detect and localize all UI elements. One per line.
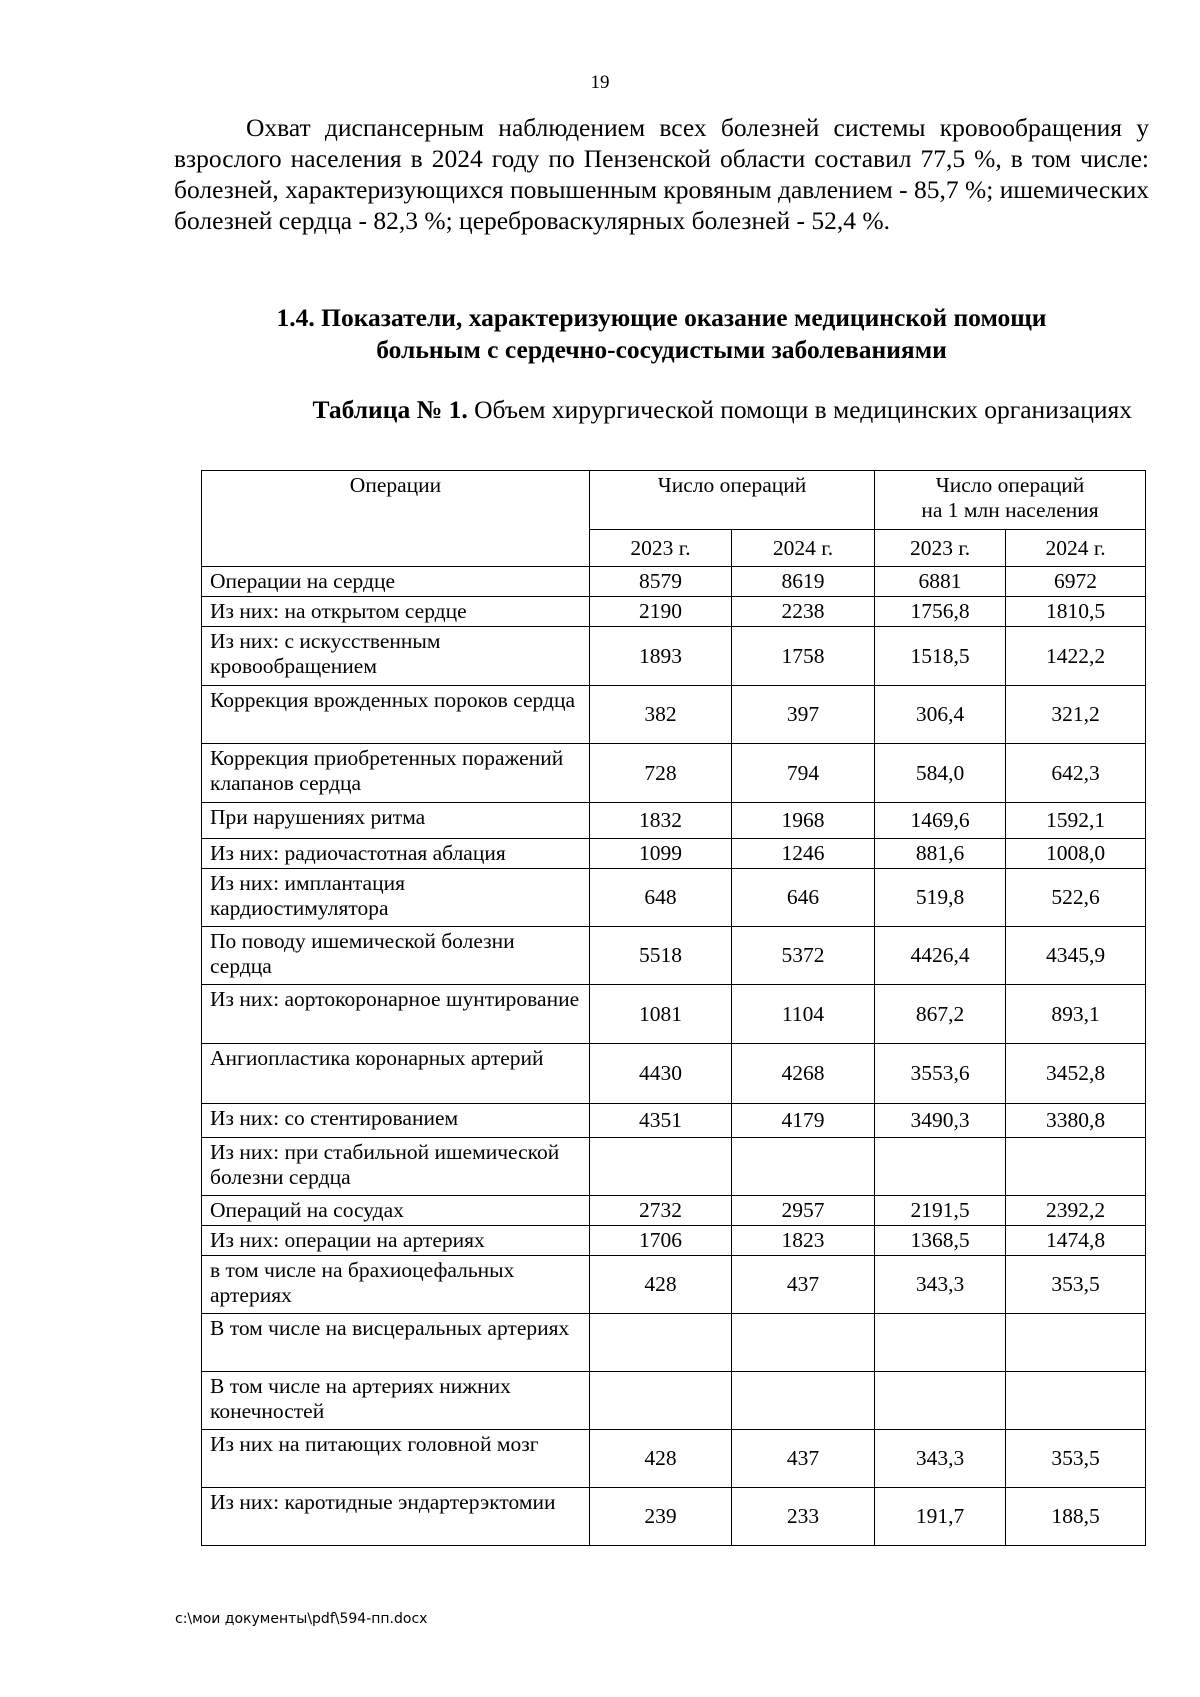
table-row: [202, 1138, 1146, 1196]
value-cell: 1758: [732, 627, 875, 686]
value-cell: 1518,5: [875, 627, 1006, 686]
table-caption: [174, 395, 1132, 425]
value-cell: 4430: [590, 1044, 732, 1104]
value-cell: 343,3: [875, 1256, 1006, 1314]
value-cell: 428: [590, 1430, 732, 1488]
value-cell: 1893: [590, 627, 732, 686]
value-cell: 1368,5: [875, 1226, 1006, 1256]
value-cell: 321,2: [1006, 686, 1146, 744]
operation-name: Из них: с искусственным кровообращением: [202, 627, 590, 686]
value-cell: [1006, 1314, 1146, 1372]
operation-name: Коррекция врожденных пороков сердца: [202, 686, 590, 744]
table-row: [202, 1104, 1146, 1138]
value-cell: 794: [732, 744, 875, 803]
table-row: [202, 985, 1146, 1044]
header-per-million-line-2: на 1 млн населения: [921, 498, 1099, 522]
value-cell: [732, 1314, 875, 1372]
table-row: [202, 1430, 1146, 1488]
value-cell: 3553,6: [875, 1044, 1006, 1104]
value-cell: 4179: [732, 1104, 875, 1138]
value-cell: 522,6: [1006, 869, 1146, 927]
operation-name: Из них: операции на артериях: [202, 1226, 590, 1256]
value-cell: 343,3: [875, 1430, 1006, 1488]
value-cell: 867,2: [875, 985, 1006, 1044]
value-cell: [1006, 1372, 1146, 1430]
operation-name: Из них: аортокоронарное шунтирование: [202, 985, 590, 1044]
value-cell: 428: [590, 1256, 732, 1314]
table-row: [202, 869, 1146, 927]
value-cell: 728: [590, 744, 732, 803]
table-row: [202, 1372, 1146, 1430]
operation-name: В том числе на артериях нижних конечностей: [202, 1372, 590, 1430]
value-cell: [875, 1314, 1006, 1372]
table-row: [202, 744, 1146, 803]
value-cell: [732, 1372, 875, 1430]
operation-name: По поводу ишемической болезни сердца: [202, 927, 590, 985]
table-row: [202, 627, 1146, 686]
value-cell: 188,5: [1006, 1488, 1146, 1546]
operation-name: Из них: со стентированием: [202, 1104, 590, 1138]
operations-table: [201, 470, 1146, 1546]
value-cell: 881,6: [875, 839, 1006, 869]
value-cell: 2957: [732, 1196, 875, 1226]
intro-paragraph: Охват диспансерным наблюдением всех болезней системы кровообращения у взрослого населения в 2024 году по Пензенской области составил 77,5 %, в том числе: болезней, характеризующихся повышенным кровяным давлением - 85,7 %; ишемических болезней сердца - 82,3 %; цереброваскулярных болезней - 52,4 %.: [174, 113, 1150, 235]
value-cell: 1099: [590, 839, 732, 869]
value-cell: 1246: [732, 839, 875, 869]
value-cell: 2191,5: [875, 1196, 1006, 1226]
header-per-million-line-1: Число операций: [935, 473, 1085, 497]
table-row: [202, 803, 1146, 839]
value-cell: 1810,5: [1006, 597, 1146, 627]
table-row: [202, 1044, 1146, 1104]
value-cell: 1968: [732, 803, 875, 839]
value-cell: 353,5: [1006, 1256, 1146, 1314]
value-cell: [875, 1138, 1006, 1196]
value-cell: 239: [590, 1488, 732, 1546]
value-cell: 584,0: [875, 744, 1006, 803]
value-cell: 1706: [590, 1226, 732, 1256]
value-cell: 5372: [732, 927, 875, 985]
table-row: [202, 686, 1146, 744]
value-cell: [590, 1314, 732, 1372]
operation-name: В том числе на висцеральных артериях: [202, 1314, 590, 1372]
section-heading-line-1: 1.4. Показатели, характеризующие оказание медицинской помощи: [276, 303, 1047, 332]
value-cell: [1006, 1138, 1146, 1196]
table-row: [202, 927, 1146, 985]
operation-name: Из них: радиочастотная аблация: [202, 839, 590, 869]
value-cell: 3380,8: [1006, 1104, 1146, 1138]
value-cell: [590, 1138, 732, 1196]
header-count-group: Число операций: [590, 471, 875, 530]
value-cell: 519,8: [875, 869, 1006, 927]
value-cell: 8619: [732, 567, 875, 597]
value-cell: 5518: [590, 927, 732, 985]
value-cell: 1422,2: [1006, 627, 1146, 686]
header-year: 2023 г.: [875, 530, 1006, 567]
value-cell: 1756,8: [875, 597, 1006, 627]
operation-name: Ангиопластика коронарных артерий: [202, 1044, 590, 1104]
section-heading-line-2: больным с сердечно-сосудистыми заболеваниями: [376, 335, 947, 364]
table-row: [202, 1196, 1146, 1226]
operation-name: Из них на питающих головной мозг: [202, 1430, 590, 1488]
value-cell: 397: [732, 686, 875, 744]
header-operations: Операции: [202, 471, 590, 567]
operation-name: Из них: имплантация кардиостимулятора: [202, 869, 590, 927]
value-cell: 4351: [590, 1104, 732, 1138]
operation-name: в том числе на брахиоцефальных артериях: [202, 1256, 590, 1314]
operation-name: Операций на сосудах: [202, 1196, 590, 1226]
value-cell: 1474,8: [1006, 1226, 1146, 1256]
value-cell: [732, 1138, 875, 1196]
value-cell: 4345,9: [1006, 927, 1146, 985]
value-cell: 306,4: [875, 686, 1006, 744]
value-cell: 382: [590, 686, 732, 744]
table-caption-text: Объем хирургической помощи в медицинских организациях: [467, 395, 1132, 424]
value-cell: 2190: [590, 597, 732, 627]
operation-name: Из них: каротидные эндартерэктомии: [202, 1488, 590, 1546]
value-cell: 353,5: [1006, 1430, 1146, 1488]
value-cell: 893,1: [1006, 985, 1146, 1044]
value-cell: 2238: [732, 597, 875, 627]
value-cell: [590, 1372, 732, 1430]
value-cell: 8579: [590, 567, 732, 597]
value-cell: [875, 1372, 1006, 1430]
header-year: 2024 г.: [1006, 530, 1146, 567]
value-cell: 437: [732, 1430, 875, 1488]
operation-name: Операции на сердце: [202, 567, 590, 597]
value-cell: 1081: [590, 985, 732, 1044]
operation-name: При нарушениях ритма: [202, 803, 590, 839]
value-cell: 2392,2: [1006, 1196, 1146, 1226]
table-row: [202, 597, 1146, 627]
value-cell: 648: [590, 869, 732, 927]
table-row: [202, 839, 1146, 869]
value-cell: 191,7: [875, 1488, 1006, 1546]
operation-name: Коррекция приобретенных поражений клапанов сердца: [202, 744, 590, 803]
value-cell: 6881: [875, 567, 1006, 597]
table-row: [202, 1256, 1146, 1314]
table-caption-label: Таблица № 1.: [312, 395, 468, 424]
value-cell: 1469,6: [875, 803, 1006, 839]
value-cell: 1832: [590, 803, 732, 839]
value-cell: 3490,3: [875, 1104, 1006, 1138]
value-cell: 642,3: [1006, 744, 1146, 803]
value-cell: 3452,8: [1006, 1044, 1146, 1104]
header-year: 2024 г.: [732, 530, 875, 567]
value-cell: 6972: [1006, 567, 1146, 597]
value-cell: 437: [732, 1256, 875, 1314]
header-year: 2023 г.: [590, 530, 732, 567]
value-cell: 4268: [732, 1044, 875, 1104]
table-row: [202, 1226, 1146, 1256]
value-cell: 646: [732, 869, 875, 927]
value-cell: 1592,1: [1006, 803, 1146, 839]
page-number: 19: [590, 72, 610, 93]
value-cell: 1104: [732, 985, 875, 1044]
table-row: [202, 1314, 1146, 1372]
value-cell: 2732: [590, 1196, 732, 1226]
operation-name: Из них: на открытом сердце: [202, 597, 590, 627]
value-cell: 233: [732, 1488, 875, 1546]
value-cell: 1823: [732, 1226, 875, 1256]
header-per-million-group: [875, 471, 1146, 530]
footer-file-path: c:\мои документы\pdf\594-пп.docx: [175, 1611, 428, 1627]
section-heading: [174, 302, 1149, 366]
operation-name: Из них: при стабильной ишемической болезни сердца: [202, 1138, 590, 1196]
value-cell: 1008,0: [1006, 839, 1146, 869]
table-row: [202, 1488, 1146, 1546]
table-row: [202, 567, 1146, 597]
value-cell: 4426,4: [875, 927, 1006, 985]
